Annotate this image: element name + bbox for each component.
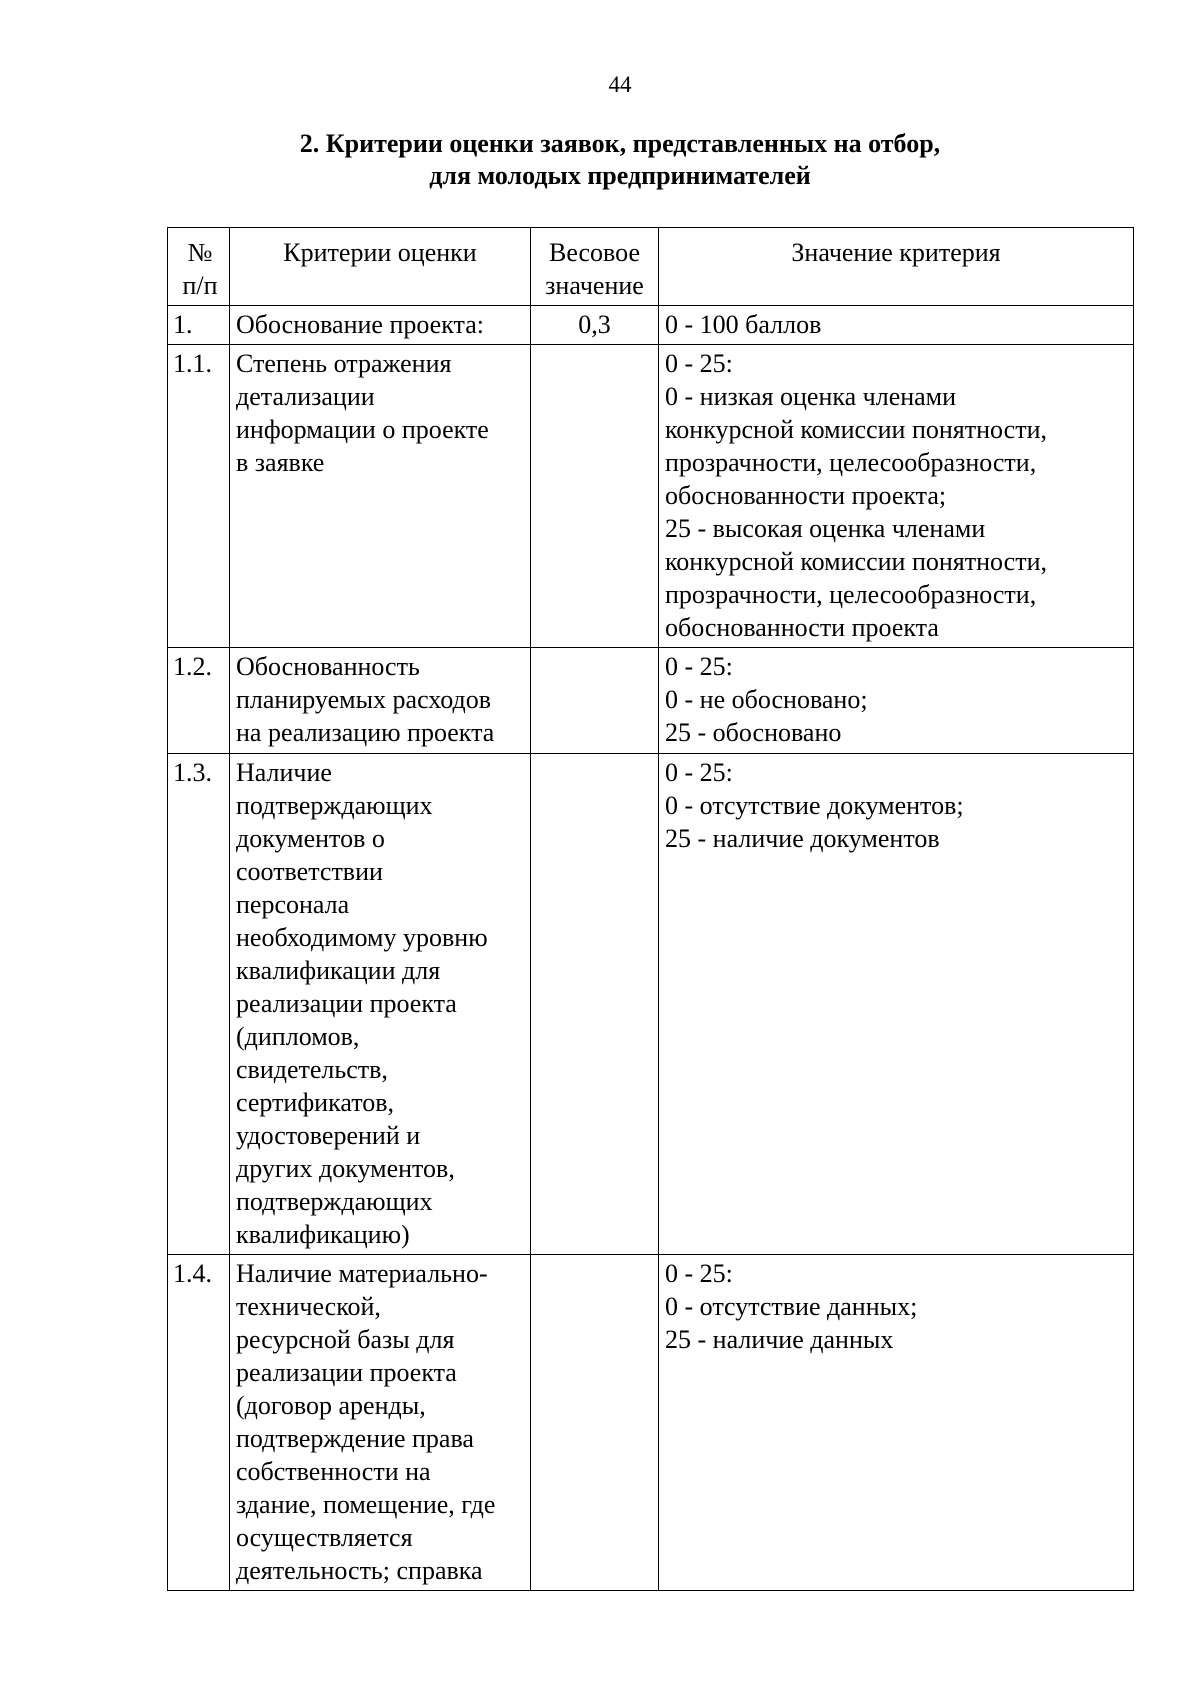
- value-line: 0 - не обосновано;: [665, 685, 868, 714]
- criteria-line: Степень отражения: [236, 349, 452, 378]
- criteria-line: подтверждение права: [236, 1424, 474, 1453]
- table-row: [168, 345, 1134, 648]
- value-line: 0 - 25:: [665, 758, 733, 787]
- value-line: 0 - низкая оценка членами: [665, 382, 957, 411]
- criteria-line: удостоверений и: [236, 1121, 421, 1150]
- row-criteria: [230, 648, 531, 754]
- criteria-line: сертификатов,: [236, 1088, 394, 1117]
- row-criteria: [230, 754, 531, 1255]
- row-number: 1.1.: [168, 345, 230, 648]
- criteria-line: здание, помещение, где: [236, 1490, 496, 1519]
- value-line: 0 - отсутствие данных;: [665, 1292, 918, 1321]
- value-line: 0 - 25:: [665, 1259, 733, 1288]
- value-line: прозрачности, целесообразности,: [665, 448, 1037, 477]
- criteria-line: свидетельств,: [236, 1055, 388, 1084]
- criteria-line: других документов,: [236, 1154, 455, 1183]
- row-number: 1.3.: [168, 754, 230, 1255]
- table-row: [168, 306, 1134, 345]
- header-number-line: п/п: [182, 271, 218, 300]
- criteria-line: Наличие: [236, 758, 332, 787]
- criteria-line: деятельность; справка: [236, 1556, 483, 1585]
- value-line: 0 - 25:: [665, 652, 733, 681]
- row-weight: [531, 1255, 659, 1591]
- value-line: 25 - высокая оценка членами: [665, 514, 986, 543]
- row-value: [659, 754, 1134, 1255]
- criteria-line: собственности на: [236, 1457, 431, 1486]
- row-weight: [531, 345, 659, 648]
- row-weight: [531, 648, 659, 754]
- criteria-line: необходимому уровню: [236, 923, 488, 952]
- criteria-line: на реализацию проекта: [236, 718, 495, 747]
- page-number: 44: [608, 72, 632, 97]
- criteria-line: Обоснование проекта:: [236, 310, 484, 339]
- criteria-line: информации о проекте: [236, 415, 489, 444]
- value-line: обоснованности проекта: [665, 613, 939, 642]
- section-heading-line-2: для молодых предпринимателей: [429, 161, 811, 190]
- value-line: конкурсной комиссии понятности,: [665, 547, 1047, 576]
- row-criteria: [230, 306, 531, 345]
- table-row: [168, 754, 1134, 1255]
- row-number: 1.4.: [168, 1255, 230, 1591]
- criteria-line: подтверждающих: [236, 791, 433, 820]
- header-weight-line: значение: [545, 271, 644, 300]
- criteria-line: реализации проекта: [236, 1358, 457, 1387]
- criteria-line: реализации проекта: [236, 989, 457, 1018]
- criteria-line: персонала: [236, 890, 350, 919]
- row-value: [659, 648, 1134, 754]
- row-criteria: [230, 1255, 531, 1591]
- header-number-line: №: [187, 238, 213, 267]
- criteria-line: (дипломов,: [236, 1022, 360, 1051]
- criteria-line: в заявке: [236, 448, 325, 477]
- value-line: конкурсной комиссии понятности,: [665, 415, 1047, 444]
- criteria-line: планируемых расходов: [236, 685, 492, 714]
- row-weight: [531, 754, 659, 1255]
- criteria-line: технической,: [236, 1292, 381, 1321]
- criteria-line: документов о: [236, 824, 385, 853]
- criteria-line: квалификацию): [236, 1220, 410, 1249]
- header-number: [168, 228, 230, 306]
- row-value: [659, 306, 1134, 345]
- criteria-line: осуществляется: [236, 1523, 413, 1552]
- value-line: 0 - 100 баллов: [665, 310, 822, 339]
- criteria-table: [167, 227, 1134, 1591]
- header-weight-line: Весовое: [548, 238, 641, 267]
- criteria-line: квалификации для: [236, 956, 441, 985]
- header-weight: [531, 228, 659, 306]
- row-value: [659, 345, 1134, 648]
- row-value: [659, 1255, 1134, 1591]
- row-criteria: [230, 345, 531, 648]
- section-heading: [0, 128, 1200, 192]
- row-number: 1.2.: [168, 648, 230, 754]
- value-line: 25 - обосновано: [665, 718, 842, 747]
- section-heading-line-1: 2. Критерии оценки заявок, представленных на отбор,: [299, 129, 941, 158]
- value-line: прозрачности, целесообразности,: [665, 580, 1037, 609]
- value-line: обоснованности проекта;: [665, 481, 947, 510]
- row-number: 1.: [168, 306, 230, 345]
- header-criteria: [230, 228, 531, 306]
- header-value: [659, 228, 1134, 306]
- value-line: 25 - наличие данных: [665, 1325, 894, 1354]
- header-criteria-line: Критерии оценки: [283, 238, 477, 267]
- value-line: 0 - 25:: [665, 349, 733, 378]
- table-header-row: [168, 228, 1134, 306]
- criteria-line: Наличие материально-: [236, 1259, 488, 1288]
- value-line: 25 - наличие документов: [665, 824, 940, 853]
- criteria-line: детализации: [236, 382, 375, 411]
- header-value-line: Значение критерия: [791, 238, 1001, 267]
- row-weight: 0,3: [531, 306, 659, 345]
- criteria-line: Обоснованность: [236, 652, 420, 681]
- criteria-line: ресурсной базы для: [236, 1325, 455, 1354]
- table-row: [168, 1255, 1134, 1591]
- value-line: 0 - отсутствие документов;: [665, 791, 964, 820]
- criteria-line: подтверждающих: [236, 1187, 433, 1216]
- criteria-line: (договор аренды,: [236, 1391, 426, 1420]
- table-row: [168, 648, 1134, 754]
- criteria-line: соответствии: [236, 857, 383, 886]
